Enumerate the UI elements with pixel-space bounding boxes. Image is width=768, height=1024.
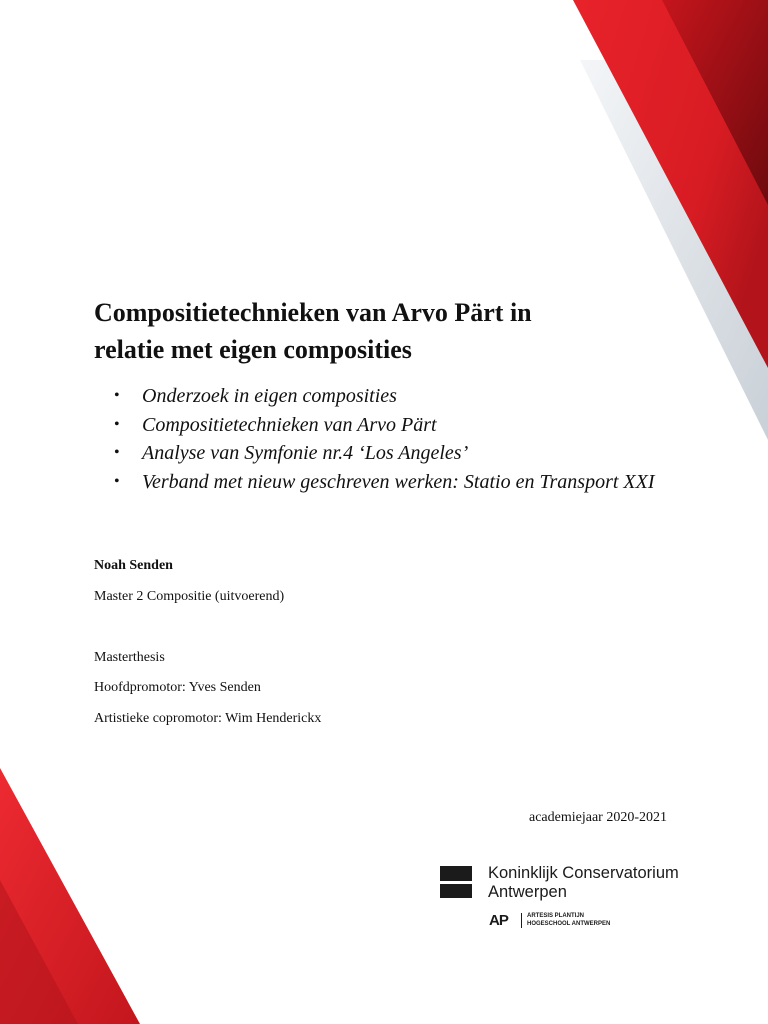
ap-line-2: HOGESCHOOL ANTWERPEN <box>527 920 611 927</box>
ap-divider <box>521 913 522 928</box>
title-line-2: relatie met eigen composities <box>94 335 412 364</box>
list-item: • Verband met nieuw geschreven werken: Statio en Transport XXI <box>112 468 732 497</box>
list-item: • Onderzoek in eigen composities <box>112 382 732 411</box>
document-type: Masterthesis <box>94 650 165 665</box>
list-item: • Compositietechnieken van Arvo Pärt <box>112 411 732 440</box>
promotor: Hoofdpromotor: Yves Senden <box>94 680 261 695</box>
ap-institution-name <box>527 913 610 928</box>
institution-line-2: Antwerpen <box>488 883 567 901</box>
copromotor: Artistieke copromotor: Wim Henderickx <box>94 711 322 726</box>
topic-list <box>112 382 732 496</box>
ap-line-1: ARTESIS PLANTIJN <box>527 913 585 919</box>
page-title <box>94 294 694 368</box>
author-name: Noah Senden <box>94 558 173 573</box>
institution-line-1: Koninklijk Conservatorium <box>488 864 679 882</box>
program: Master 2 Compositie (uitvoerend) <box>94 589 285 604</box>
conservatorium-logo-icon <box>440 866 472 898</box>
title-line-1: Compositietechnieken van Arvo Pärt in <box>94 298 532 327</box>
academic-year: academiejaar 2020-2021 <box>529 810 667 825</box>
list-item: • Analyse van Symfonie nr.4 ‘Los Angeles’ <box>112 439 732 468</box>
ap-logo-icon: AP <box>489 912 508 929</box>
institution-name <box>488 864 679 902</box>
